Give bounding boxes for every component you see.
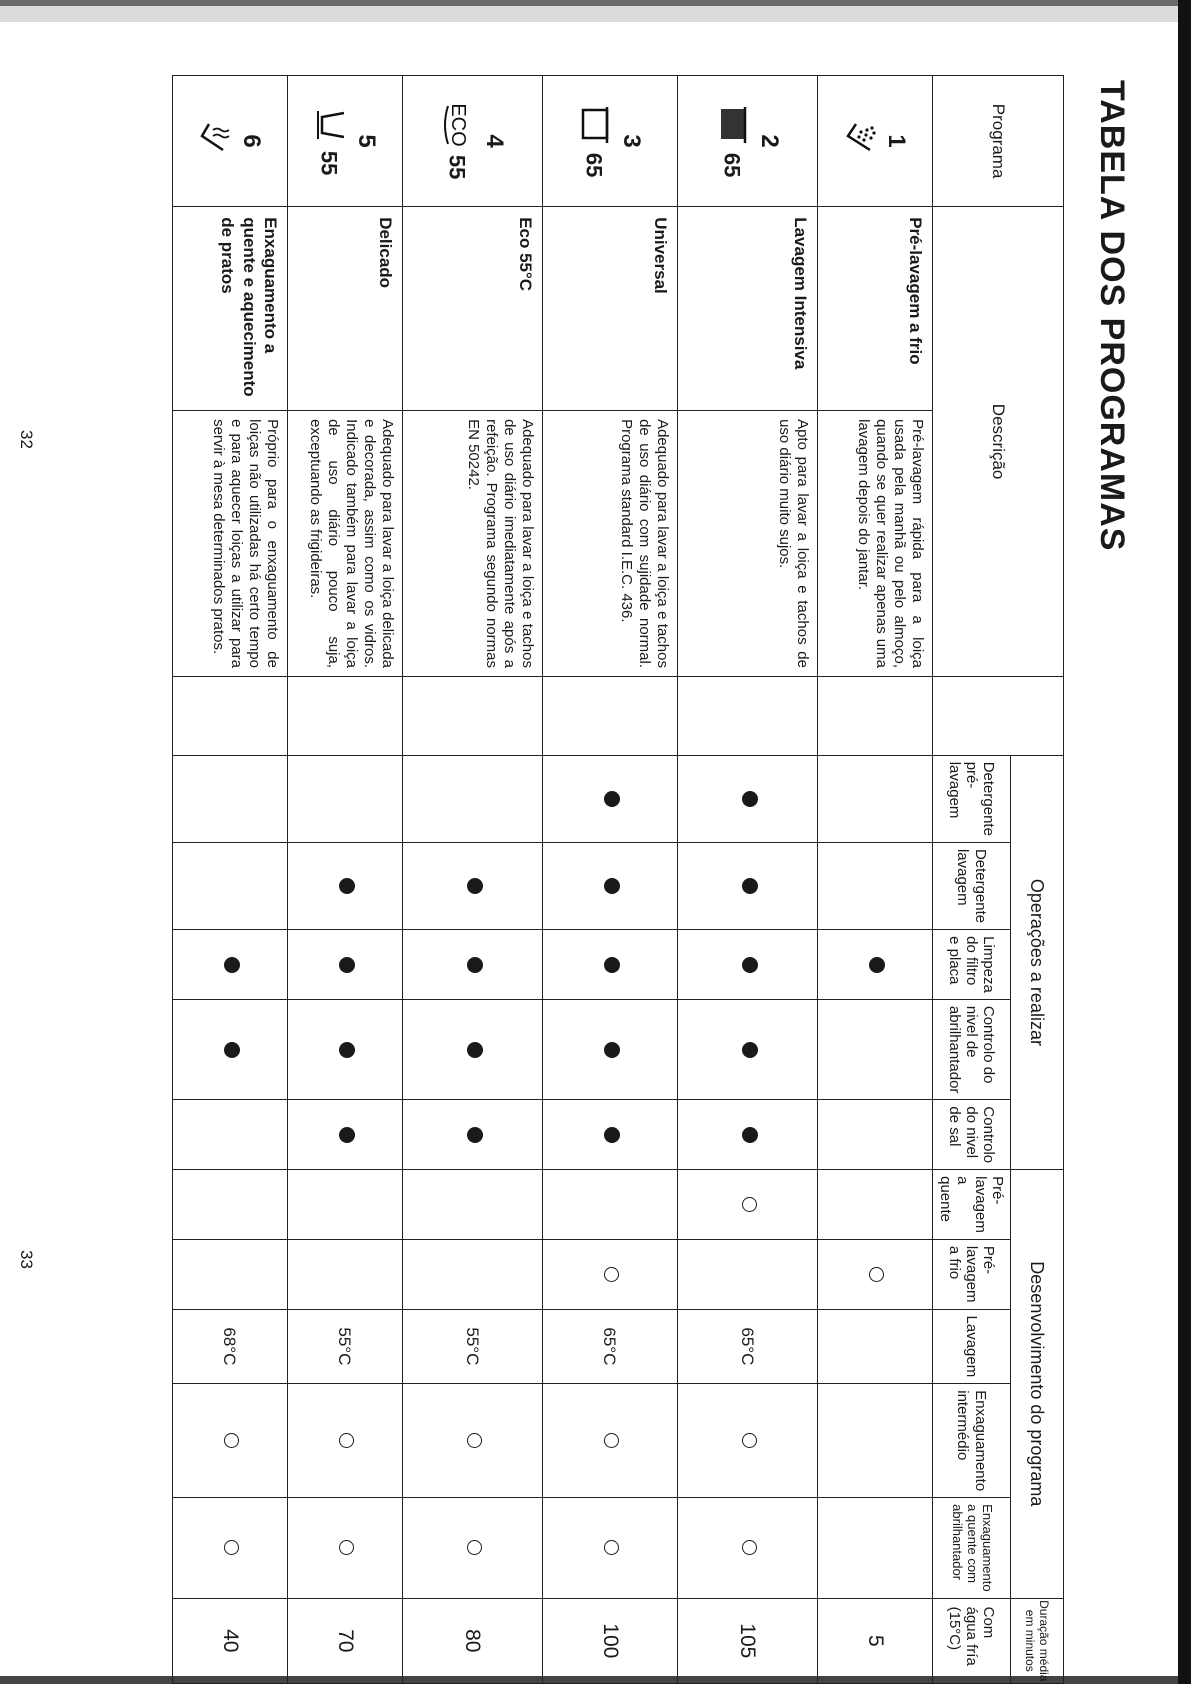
table-cell — [173, 755, 288, 842]
program-temperature: 65 — [582, 152, 607, 178]
column-header: Limpeza do filtro e placa — [933, 930, 1011, 1000]
program-number: 6 — [238, 134, 266, 148]
duration-minutes: 5 — [818, 1598, 933, 1683]
open-circle-marker — [340, 1540, 355, 1555]
filled-dot-marker — [467, 957, 483, 973]
wash-temperature: 65°C — [738, 1327, 757, 1366]
header-spacer — [933, 677, 1064, 756]
table-cell — [173, 930, 288, 1000]
open-circle-marker — [225, 1540, 240, 1555]
table-cell — [403, 1100, 543, 1170]
program-id-cell — [818, 76, 933, 207]
open-circle-marker — [340, 1433, 355, 1448]
column-header: Lavagem — [933, 1309, 1011, 1384]
table-cell — [818, 1498, 933, 1598]
table-cell — [543, 999, 678, 1100]
table-cell — [288, 1100, 403, 1170]
spacer-cell — [818, 677, 933, 756]
delicate-glass-icon — [310, 107, 349, 143]
table-cell — [403, 842, 543, 929]
program-row — [678, 76, 818, 1684]
table-cell — [543, 1170, 678, 1240]
column-header: Controlo do nivel de sal — [933, 1100, 1011, 1170]
filled-dot-marker — [340, 878, 356, 894]
filled-dot-marker — [742, 1127, 758, 1143]
table-cell — [543, 1239, 678, 1309]
filled-dot-marker — [340, 1127, 356, 1143]
program-row — [818, 76, 933, 1684]
program-symbol — [310, 84, 349, 198]
table-cell — [818, 1384, 933, 1498]
column-header: Detergente pré-lavagem — [933, 755, 1011, 842]
table-cell — [403, 999, 543, 1100]
program-number: 4 — [481, 134, 508, 148]
open-circle-marker — [467, 1433, 482, 1448]
filled-dot-marker — [605, 1042, 621, 1058]
program-row — [288, 76, 403, 1684]
filled-dot-marker — [742, 791, 758, 807]
table-cell — [543, 930, 678, 1000]
program-symbol — [712, 84, 751, 198]
program-symbol — [195, 84, 234, 198]
spacer-cell — [678, 677, 818, 756]
column-header: Enxaguamento a quente com abrilhantador — [933, 1498, 1011, 1598]
column-header: Controlo do nivel de abrilhantador — [933, 999, 1011, 1100]
table-cell — [678, 842, 818, 929]
page-number-right: 33 — [17, 1250, 36, 1269]
duration-minutes: 100 — [543, 1598, 678, 1683]
table-cell — [678, 1100, 818, 1170]
program-id-cell — [543, 76, 678, 207]
filled-dot-marker — [340, 957, 356, 973]
table-cell — [288, 1170, 403, 1240]
program-description: Adequado para lavar a loiça delicada e decorada, assim como os vidros. Indicado também para lavar a loiça de uso diário pouco suja, exceptuando as frigideiras. — [288, 411, 403, 677]
filled-dot-marker — [467, 878, 483, 894]
filled-dot-marker — [605, 791, 621, 807]
table-cell — [678, 755, 818, 842]
open-circle-marker — [605, 1433, 620, 1448]
program-symbol — [840, 84, 879, 198]
table-cell — [403, 755, 543, 842]
table-cell — [818, 1170, 933, 1240]
page-number-left: 32 — [17, 430, 36, 449]
wash-temperature: 65°C — [600, 1327, 620, 1366]
duration-minutes: 40 — [173, 1598, 288, 1683]
open-circle-marker — [742, 1433, 757, 1448]
wash-temperature: 68°C — [220, 1327, 240, 1366]
program-temperature: 55 — [444, 154, 470, 180]
program-symbol — [575, 84, 614, 198]
header-programa: Programa — [933, 76, 1064, 207]
program-id-cell — [288, 76, 403, 207]
table-cell — [678, 930, 818, 1000]
header-duracao: Duração média em minutos — [1011, 1598, 1064, 1683]
program-temperature: 55 — [317, 150, 342, 176]
spacer-cell — [288, 677, 403, 756]
spacer-cell — [403, 677, 543, 756]
intensive-pot-icon — [712, 105, 751, 145]
table-cell — [818, 930, 933, 1000]
duration-minutes: 105 — [678, 1598, 818, 1683]
table-cell — [818, 1239, 933, 1309]
table-cell — [288, 999, 403, 1100]
program-symbol — [437, 84, 476, 198]
table-cell — [818, 842, 933, 929]
open-circle-marker — [870, 1267, 885, 1282]
program-name: Eco 55°C — [403, 207, 543, 411]
table-cell — [678, 1239, 818, 1309]
spacer-cell — [173, 677, 288, 756]
filled-dot-marker — [742, 1042, 758, 1058]
open-circle-marker — [605, 1540, 620, 1555]
open-circle-marker — [225, 1433, 240, 1448]
table-cell — [403, 930, 543, 1000]
table-cell — [173, 1498, 288, 1598]
filled-dot-marker — [742, 878, 758, 894]
table-cell — [543, 1100, 678, 1170]
table-cell — [288, 842, 403, 929]
program-name: Lavagem Intensiva — [678, 207, 818, 411]
table-cell — [288, 1239, 403, 1309]
filled-dot-marker — [225, 1042, 241, 1058]
table-cell — [543, 1309, 678, 1384]
program-row — [173, 76, 288, 1684]
table-cell — [543, 842, 678, 929]
program-name: Pré-lavagem a frio — [818, 207, 933, 411]
open-circle-marker — [742, 1197, 757, 1212]
program-number: 5 — [353, 134, 381, 148]
table-cell — [818, 999, 933, 1100]
table-cell — [543, 1384, 678, 1498]
column-header: Pré-lavagem a frio — [933, 1239, 1011, 1309]
program-description: Adequado para lavar a loiça e tachos de uso diário imediatamente após a refeição. Programa segundo normas EN 50242. — [403, 411, 543, 677]
table-cell — [403, 1309, 543, 1384]
cold-prewash-icon — [840, 120, 879, 154]
filled-dot-marker — [605, 878, 621, 894]
table-cell — [818, 1100, 933, 1170]
table-cell — [173, 1384, 288, 1498]
table-cell — [403, 1239, 543, 1309]
spacer-cell — [543, 677, 678, 756]
program-number: 1 — [883, 134, 911, 148]
table-cell — [818, 1309, 933, 1384]
table-cell — [288, 1384, 403, 1498]
column-header: Detergente lavagem — [933, 842, 1011, 929]
open-circle-marker — [742, 1540, 757, 1555]
column-header: Pré-lavagem a quente — [933, 1170, 1011, 1240]
open-circle-marker — [605, 1267, 620, 1282]
wash-temperature: 55°C — [335, 1327, 355, 1366]
filled-dot-marker — [605, 957, 621, 973]
program-description: Próprio para o enxaguamento de loiças não utilizadas há certo tempo e para aquecer loiças a utilizar para servir à mesa determinados pratos. — [173, 411, 288, 677]
program-row — [543, 76, 678, 1684]
program-id-cell — [173, 76, 288, 207]
program-temperature: 65 — [719, 152, 745, 178]
page-title: TABELA DOS PROGRAMAS — [1093, 80, 1131, 552]
program-row — [403, 76, 543, 1684]
duration-minutes: 80 — [403, 1598, 543, 1683]
table-cell — [173, 1309, 288, 1384]
program-description: Apto para lavar a loiça e tachos de uso diário muito sujos. — [678, 411, 818, 677]
filled-dot-marker — [225, 957, 241, 973]
column-header: Enxaguamento intermédio — [933, 1384, 1011, 1498]
program-name: Enxaguamento a quente e aquecimento de pratos — [173, 207, 288, 411]
table-cell — [173, 999, 288, 1100]
header-row-groups — [1011, 76, 1064, 1684]
program-number: 2 — [756, 134, 783, 148]
table-cell — [678, 1170, 818, 1240]
table-cell — [818, 755, 933, 842]
table-cell — [288, 1309, 403, 1384]
filled-dot-marker — [340, 1042, 356, 1058]
header-desenvolvimento: Desenvolvimento do programa — [1011, 1170, 1064, 1598]
filled-dot-marker — [742, 957, 758, 973]
column-header: Com água fría (15°C) — [933, 1598, 1011, 1683]
table-cell — [173, 1239, 288, 1309]
filled-dot-marker — [467, 1127, 483, 1143]
table-cell — [678, 999, 818, 1100]
table-cell — [543, 755, 678, 842]
header-operacoes: Operações a realizar — [1011, 755, 1064, 1169]
program-name: Universal — [543, 207, 678, 411]
program-name: Delicado — [288, 207, 403, 411]
table-cell — [173, 842, 288, 929]
filled-dot-marker — [870, 957, 886, 973]
header-descricao: Descrição — [933, 207, 1064, 677]
table-cell — [403, 1498, 543, 1598]
table-cell — [173, 1170, 288, 1240]
program-id-cell — [678, 76, 818, 207]
open-circle-marker — [467, 1540, 482, 1555]
table-cell — [678, 1384, 818, 1498]
table-cell — [288, 755, 403, 842]
program-number: 3 — [618, 134, 646, 148]
program-id-cell — [403, 76, 543, 207]
table-cell — [288, 1498, 403, 1598]
program-description: Adequado para lavar a loiça e tachos de uso diário com sujidade normal. Programa standard I.E.C. 436. — [543, 411, 678, 677]
wash-temperature: 55°C — [463, 1327, 482, 1366]
warm-rinse-icon — [195, 120, 234, 154]
table-cell — [403, 1384, 543, 1498]
table-cell — [173, 1100, 288, 1170]
universal-pot-icon — [575, 105, 614, 145]
table-cell — [288, 930, 403, 1000]
table-cell — [403, 1170, 543, 1240]
table-cell — [543, 1498, 678, 1598]
filled-dot-marker — [467, 1042, 483, 1058]
filled-dot-marker — [605, 1127, 621, 1143]
table-cell — [678, 1498, 818, 1598]
program-description: Pré-lavagem rápida para a loiça usada pela manhã ou pelo almoço, quando se quer realizar apenas uma lavagem depois do jantar. — [818, 411, 933, 677]
programs-table — [172, 75, 1064, 1684]
svg-text:ECO: ECO — [447, 103, 469, 147]
eco-icon — [437, 103, 476, 147]
table-cell — [678, 1309, 818, 1384]
duration-minutes: 70 — [288, 1598, 403, 1683]
